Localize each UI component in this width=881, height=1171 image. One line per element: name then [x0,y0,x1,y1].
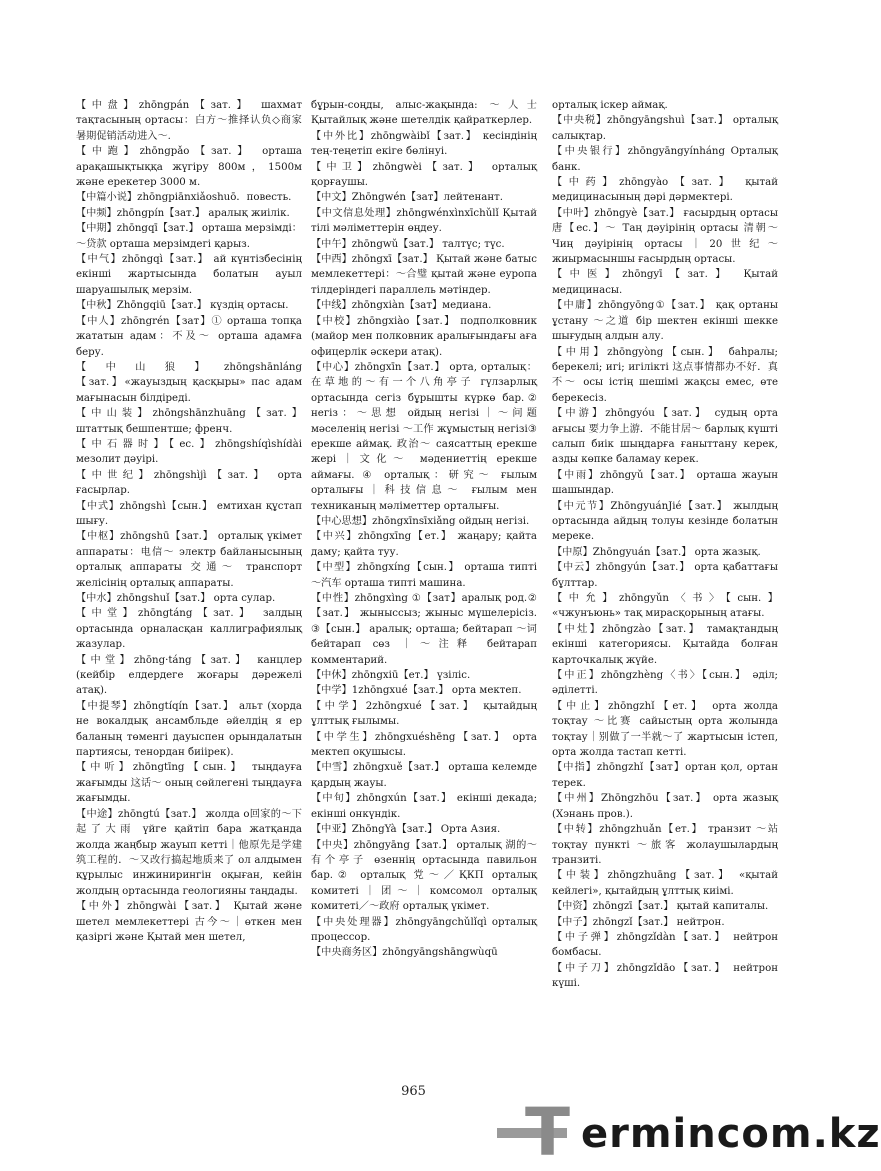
dictionary-entry: 【中原】Zhōngyuán【зат.】 орта жазық. [552,546,761,558]
logo-text: ermincom.kz [581,1111,881,1157]
dictionary-entry: 【中央税】zhōngyāngshuì【зат.】 орталық салықтар. [552,115,778,142]
dictionary-entry: 【中期】zhōngqī【зат.】 орташа мерзімді：～贷款 орташа мерзімдегі қарыз. [76,223,302,250]
dictionary-entry: 【中卫】zhōngwèi【зат.】 орталық қорғаушы. [311,161,537,189]
dictionary-entry: 【中气】zhōngqì【зат.】 ай күнтізбесінің екінші жартысында болатын ауыл шаруашылық мерзім. [76,254,302,296]
dictionary-entry: 【中央银行】zhōngyāngyínháng Орталық банк. [552,146,778,173]
dictionary-entry: 【中跑】zhōngpǎo【зат.】 орташа арақашықтыққа жүгіру 800м，1500м және ерекетер 3000 м. [76,146,302,189]
dictionary-entry: 【中用】zhōngyòng【сын.】 баһралы; берекелі; игі; игілікті 这点事情都办不好．真不～ осы істің шешімі жақсы емес, өте берекесіз. [552,346,778,404]
dictionary-entry: 【中途】zhōngtú【зат.】 жолда о回家的～下起了大雨 үйге қайтіп бара жатқанда жолда жаңбыр жауып кетті｜他原先是学建筑工程的．～又改行搞起地质来了 ол алдымен құрылыс инжинирингін оқыған, кейін жолдың ортасында геологияны таңдады. [76,808,302,897]
dictionary-entry: 【中午】zhōngwǔ【зат.】 талтүс; түс. [311,238,505,250]
dictionary-entry: 【中人】zhōngrén【зат】① орташа топқа жататын адам：不及～ орташа адамға беру. [76,315,302,358]
dictionary-entry: 【中央商务区】zhōngyāngshāngwùqū [311,947,498,959]
dictionary-entry: 【中文信息处理】zhōngwénxìnxīchǔlǐ Қытай тілі мәліметтерін өңдеу. [311,207,537,235]
dictionary-entry: 【中庸】zhōngyōng①【зат.】 қақ ортаны ұстану ～之道 бір шектен екінші шекке шығудың алдын алу. [552,300,778,343]
column-left [76,98,302,945]
dictionary-entry: 【中允】zhōngyǔn〈书〉【сын.】 «чжунъюнь» тақ мирасқорының атағы. [552,593,778,620]
dictionary-entry: 【中外】zhōngwài【зат.】 Қытай және шетел мемлекеттері 古今～｜өткен мен қазіргі және Қытай мен шетел, [76,901,302,943]
dictionary-entry: 【中医】zhōngyī【зат.】 Қытай медицинасы. [552,269,778,296]
column-middle [311,98,537,961]
dictionary-entry: 【中心】zhōngxīn【зат.】 орта, орталық：在草地的～有一个八角亭子 гүлзарлық ортасында сегіз бұрышты күркө бар.② негіз：～思想 ойдың негізі｜～问题 мәселенің негізі ～工作 жұмыстың негізі③ ерекше аймақ. 政治～ саясаттың ерекше жері｜文化～ мәдениеттің ерекше аймағы. ④ орталық：研究～ ғылым орталығы｜科技信息～ ғылым мен техниканың мәліметтер орталығы. [311,361,537,512]
dictionary-entry: 【中灶】zhōngzào【зат.】 тамақтандың екінші категориясы. Қытайда болған карточкалық жүйе. [552,623,778,666]
dictionary-entry: 【中学生】zhōngxuéshēng【зат.】 орта мектеп оқушысы. [311,731,537,759]
dictionary-entry: 【中止】zhōngzhǐ【ет.】 орта жолда тоқтау ～比赛 сайыстың орта жолында тоқтау｜别做了一半就～了 жартысын істеп, орта жолда тастап кетті. [552,700,778,759]
dictionary-entry: бұрын-соңды, алыс-жақында: ～人士 Қытайлық және шетелдік қайраткерлер. [311,100,537,127]
dictionary-entry: 【中叶】zhōngyè【зат.】 ғасырдың ортасы 唐【ес.】～ Таң дәуірінің ортасы 清朝～ Чиң дәуірінің ортасы｜20世纪～ жиырмасыншы ғасырдың ортасы. [552,207,778,266]
dictionary-entry: 【中雨】zhōngyǔ【зат.】 орташа жауын шашындар. [552,469,778,497]
dictionary-entry: 【中西】zhōngxī【зат.】 Қытай және батыс мемлекеттері：～合璧 қытай және еуропа тілдеріндегі параллель мәтіндер. [311,254,537,296]
dictionary-entry: 【中休】zhōngxiū【ет.】 үзіліс. [311,670,471,682]
dictionary-entry: 【中山狼】zhōngshānláng【зат.】«жауыздың қасқыры» пас адам мағынасын білдіреді. [76,361,302,404]
dictionary-entry: 【中心思想】zhōngxīnsīxiǎng ойдың негізі. [311,515,530,527]
dictionary-entry: 【中枢】zhōngshū【зат.】 орталық үкімет аппараты：电信～ электр байланысының орталық аппараты 交通～ транспорт желісінің орталық аппараты. [76,531,302,589]
dictionary-entry: 【中子弹】zhōngzǐdàn【зат.】 нейтрон бомбасы. [552,931,778,959]
termincom-logo [497,1094,881,1171]
dictionary-entry: 【中水】zhōngshuǐ【зат.】 орта сулар. [76,593,276,604]
dictionary-entry: 【中子刀】zhōngzǐdāo【зат.】 нейтрон күші. [552,962,778,990]
dictionary-entry: 【中校】zhōngxiào【зат.】 подполковник (майор мен полковник аралығындағы аға офицерлік әскери атақ). [311,315,537,358]
dictionary-entry: 【中性】zhōngxìng ①【зат】аралық род.②【зат.】 жыныссыз; жыныс мүшелерісіз. ③【сын.】 аралық; орташа; бейтарап ～词 бейтарап сөз ｜～注释 бейтарап комментарий. [311,593,537,666]
dictionary-entry: 【中正】zhōngzhèng〈书〉【сын.】 әділ; әділетті. [552,670,778,697]
dictionary-entry: 【中药】zhōngyào【зат.】 қытай медицинасының дәрі дәрмектері. [552,177,778,204]
dictionary-entry: 【中世纪】zhōngshìjì【зат.】 орта ғасырлар. [76,469,302,497]
dictionary-entry: 【中子】zhōngzǐ【зат.】 нейтрон. [552,916,725,928]
dictionary-entry: 【中频】zhōngpín【зат.】 аралық жиілік. [76,207,290,219]
column-right [552,98,778,992]
dictionary-entry: 【中旬】zhōngxún【зат.】 екінші декада; екінші онкүндік. [311,793,537,820]
dictionary-entry: 【中堂】zhōng·táng【зат.】 канцлер (кейбір елдердеге жоғары дәрежелі атақ). [76,654,302,697]
dictionary-entry: 【中资】zhōngzī【зат.】 қытай капиталы. [552,901,769,913]
dictionary-entry: 【中州】Zhōngzhōu【зат.】 орта жазық (Хэнань пров.). [552,793,778,820]
dictionary-entry: 【中山装】zhōngshānzhuāng【зат.】штаттық бешпентше; френч. [76,408,302,435]
dictionary-entry: 【中游】zhōngyóu【зат.】 судың орта ағысы 要力争上游．不能甘居～ барлық күшті салып биік шыңдарға ғаныттану керек, азды көпке баламау керек. [552,408,778,466]
dictionary-entry: 【中学】1zhōngxué【зат.】 орта мектеп. [311,685,522,697]
dictionary-entry: 【中线】zhōngxiàn【зат】медиана. [311,300,492,312]
dictionary-entry: 【中云】zhōngyún【зат.】 орта қабаттағы бұлттар. [552,562,778,589]
dictionary-entry: 【中央处理器】zhōngyāngchǔlǐqì орталық процессор. [311,916,537,943]
page-number: 965 [401,1084,426,1099]
dictionary-entry: 【中装】zhōngzhuāng【зат.】 «қытай кейлегі», қытайдың ұлттық киімі. [552,870,778,897]
dictionary-entry: 【中转】zhōngzhuǎn【ет.】 транзит ～站 тоқтау пункті ～旅客 жолаушылардың транзиті. [552,824,778,866]
dictionary-entry: 【中盘】zhōngpán【зат.】 шахмат тақтасының ортасы：白方～推择认负◇商家暑期促销活动进入～. [76,100,302,142]
dictionary-entry: 【中提琴】zhōngtíqín【зат.】 альт (хорда не вокалдық ансамбльде әйелдің я ер баланың төменгі дауыспен орындалатын партиясы, тенордан биіірек). [76,700,302,759]
dictionary-entry: 【中央】zhōngyāng【зат.】 орталық 湖的～有个亭子 өзеннің ортасында павильон бар.② орталық 党～／ҚКП орталық комитеті｜团～｜комсомол орталық комитеті／～政府 орталық үкімет. [311,839,537,913]
dictionary-entry: 【中学】2zhōngxué【зат.】 қытайдың ұлттық ғылымы. [311,700,537,728]
dictionary-entry: 【中指】zhōngzhǐ【зат】ортан қол, ортан терек. [552,762,778,789]
dictionary-entry: 【中式】zhōngshì【сын.】 емтихан құстап шығу. [76,500,302,527]
dictionary-entry: 【中外比】zhōngwàibǐ【зат.】 кесіндінің тең-теңетіп екіге бөлінуі. [311,130,537,158]
dictionary-entry: 【中篇小说】zhōngpiānxiǎoshuō．повесть. [76,192,292,204]
dictionary-entry: орталық іскер аймақ. [552,100,668,111]
dictionary-entry: 【中亚】ZhōngYà【зат.】 Орта Азия. [311,824,501,836]
logo-first-letter: T [525,1094,569,1171]
dictionary-entry: 【中石器时】【ес.】zhōngshíqìshídài мезолит дәуірі. [76,438,302,466]
dictionary-entry: 【中文】Zhōngwén【зат】лейтенант. [311,192,504,204]
dictionary-entry: 【中型】zhōngxíng【сын.】 орташа типті ～汽车 орташа типті машина. [311,562,537,589]
dictionary-entry: 【中雪】zhōngxuě【зат.】 орташа келемде қардың жауы. [311,762,537,789]
dictionary-entry: 【中秋】Zhōngqiū【зат.】 күздің ортасы. [76,300,289,312]
dictionary-entry: 【中堂】zhōngtáng【зат.】 залдың ортасында орналасқан каллиграфиялық жазулар. [76,608,302,651]
dictionary-entry: 【中兴】zhōngxīng【ет.】 жаңару; қайта даму; қайта туу. [311,531,537,558]
dictionary-entry: 【中听】zhōngtīng【сын.】 тыңдауға жағымды 这话～ оның сөйлегені тыңдауға жағымды. [76,762,302,805]
dictionary-entry: 【中元节】ZhōngyuánJié【зат.】 жылдың ортасында айдың толуы кезінде болатын мереке. [552,500,778,543]
